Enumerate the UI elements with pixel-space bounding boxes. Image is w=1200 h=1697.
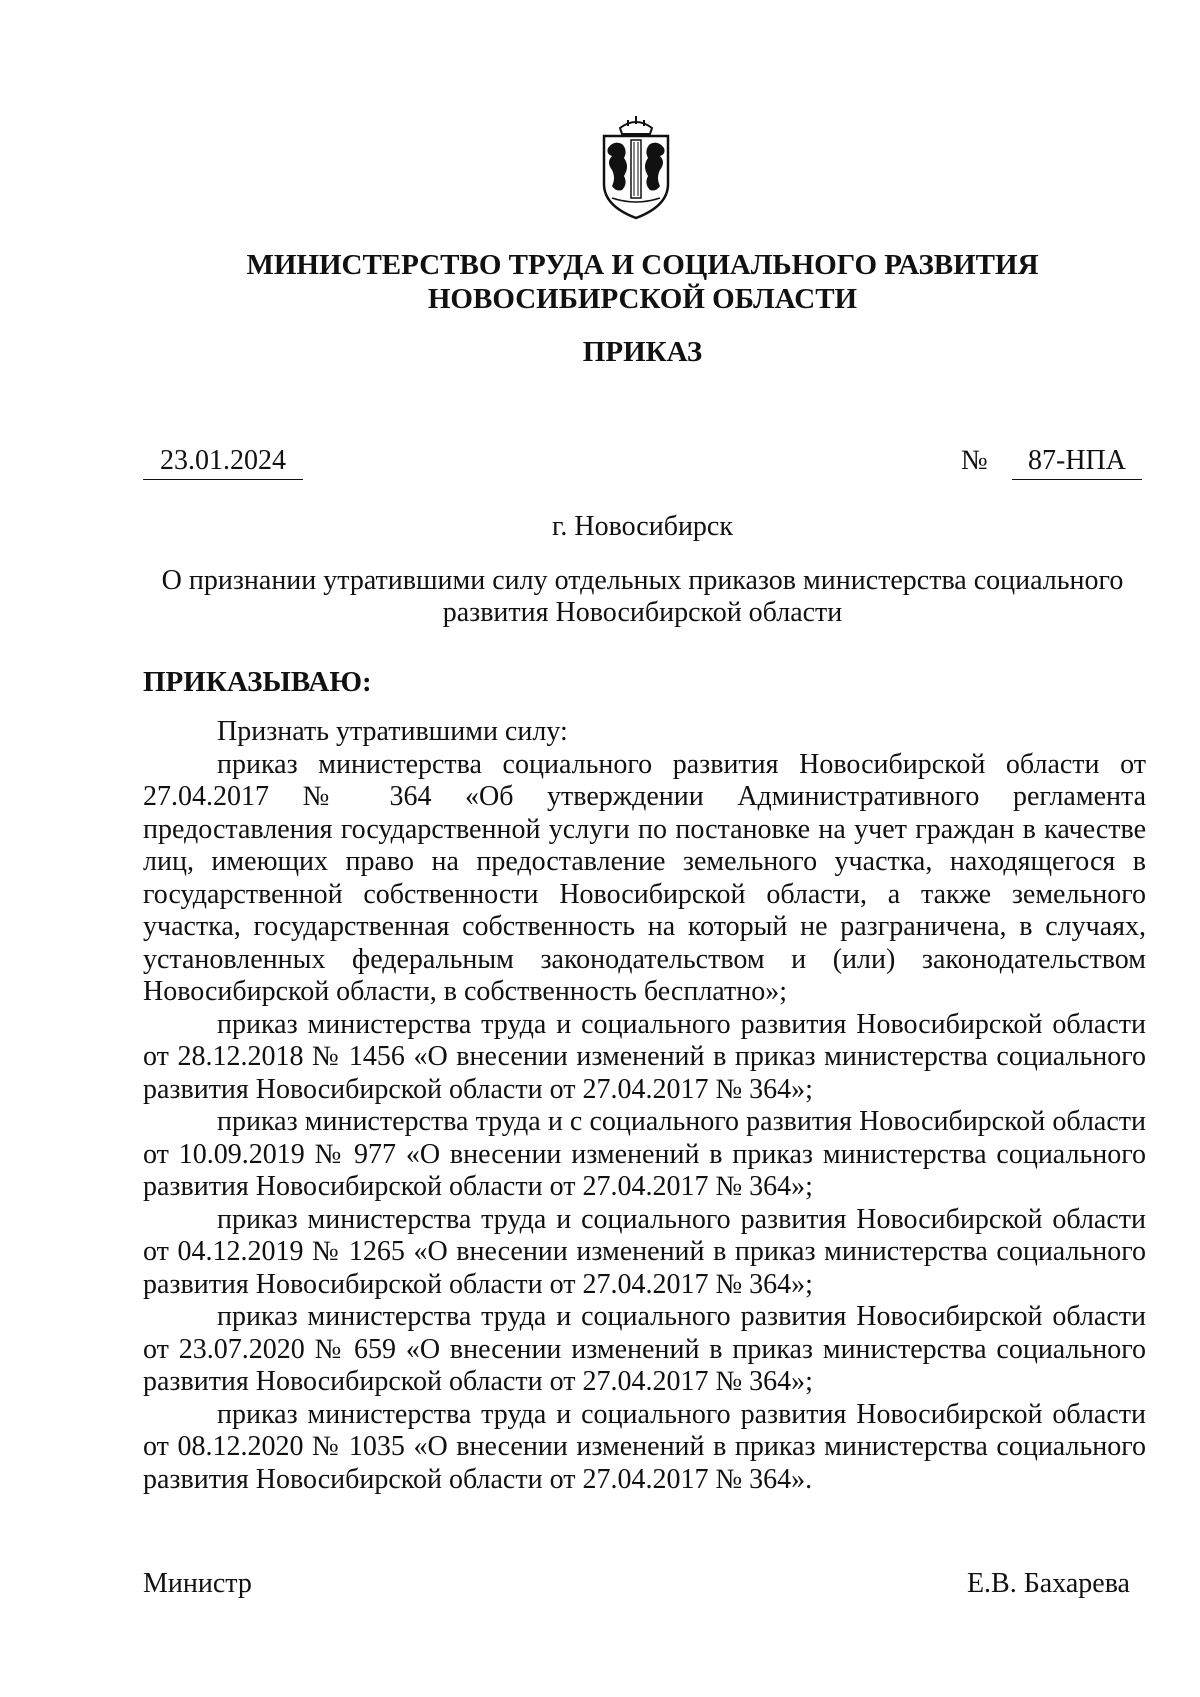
order-number: 87-НПА — [1012, 445, 1142, 480]
city-name: г. Новосибирск — [552, 511, 733, 542]
order-body — [143, 716, 1146, 1496]
body-paragraph: приказ министерства труда и с социального развития Новосибирской области от 10.09.2019 № 977 «О внесении изменений в приказ министерства социального развития Новосибирской области от 27.04.2017 № 364»; — [143, 1106, 1146, 1202]
coat-of-arms-emblem — [598, 114, 674, 220]
order-subject: О признании утратившими силу отдельных приказов министерства социального развития Новосибирской области — [161, 565, 1124, 628]
ministry-name — [140, 248, 1145, 316]
decree-heading: ПРИКАЗЫВАЮ: — [143, 666, 372, 698]
signatory-name: Е.В. Бахарева — [966, 1568, 1130, 1599]
order-number-sign: № — [961, 445, 988, 476]
body-paragraph: приказ министерства социального развития Новосибирской области от 27.04.2017 № 364 «Об утверждении Административного регламента предоставления государственной услуги по постановке на учет граждан в качестве лиц, имеющих право на предоставление земельного участка, находящегося в государственной собственности Новосибирской области, а также земельного участка, государственная собственность на который не разграничена, в случаях, установленных федеральным законодательством и (или) законодательством Новосибирской области, в собственность бесплатно»; — [143, 748, 1146, 1007]
body-paragraph: Признать утратившими силу: — [217, 716, 568, 747]
body-paragraph: приказ министерства труда и социального развития Новосибирской области от 28.12.2018 № 1456 «О внесении изменений в приказ министерства социального развития Новосибирской области от 27.04.2017 № 364»; — [143, 1008, 1146, 1105]
ministry-name-line-1: МИНИСТЕРСТВО ТРУДА И СОЦИАЛЬНОГО РАЗВИТИЯ — [246, 249, 1039, 281]
order-date: 23.01.2024 — [143, 445, 303, 480]
signatory-role: Министр — [143, 1568, 252, 1599]
document-type-title: ПРИКАЗ — [582, 336, 703, 368]
body-paragraph: приказ министерства труда и социального развития Новосибирской области от 23.07.2020 № 659 «О внесении изменений в приказ министерства социального развития Новосибирской области от 27.04.2017 № 364»; — [143, 1301, 1146, 1397]
body-paragraph: приказ министерства труда и социального развития Новосибирской области от 08.12.2020 № 1035 «О внесении изменений в приказ министерства социального развития Новосибирской области от 27.04.2017 № 364». — [143, 1398, 1146, 1495]
body-paragraph: приказ министерства труда и социального развития Новосибирской области от 04.12.2019 № 1265 «О внесении изменений в приказ министерства социального развития Новосибирской области от 27.04.2017 № 364»; — [143, 1203, 1146, 1300]
ministry-name-line-2: НОВОСИБИРСКОЙ ОБЛАСТИ — [427, 283, 858, 315]
